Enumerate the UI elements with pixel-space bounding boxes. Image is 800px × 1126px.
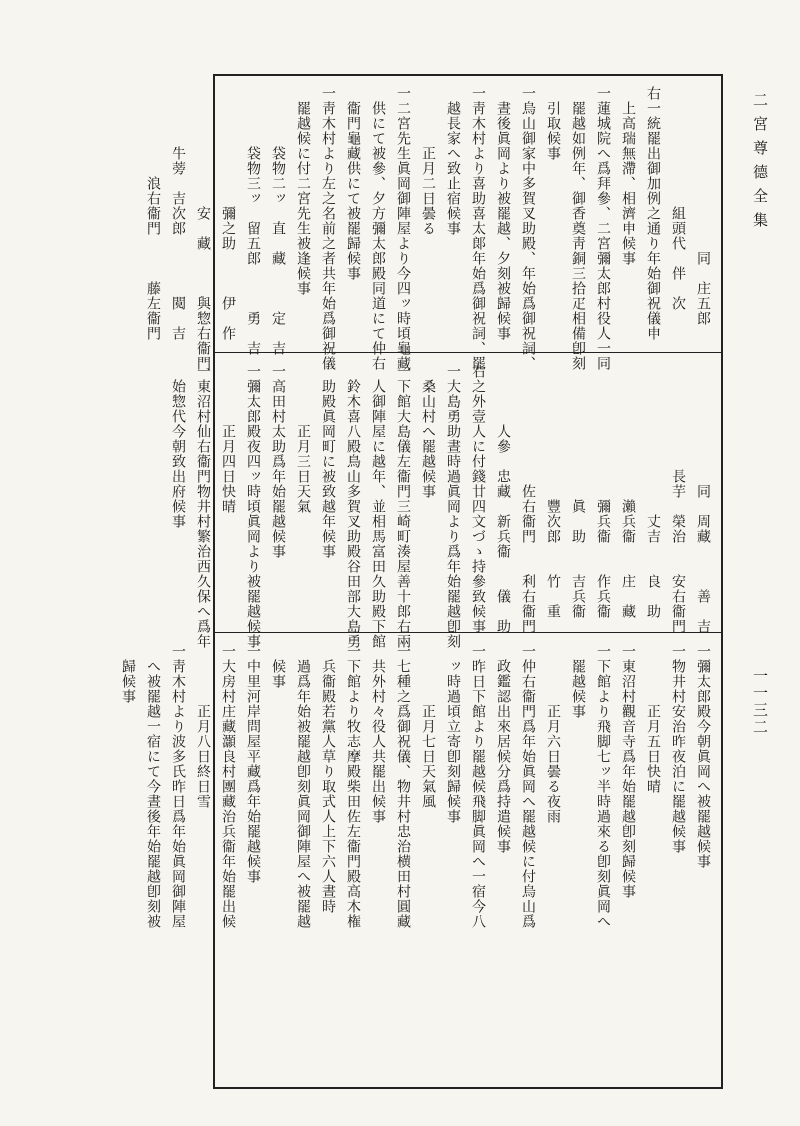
text-line: 一蓮城院へ爲拜參、二宮彌太郎村役人一同	[595, 86, 611, 371]
text-line: 牛蒡 吉次郎 䦧 吉	[170, 86, 186, 341]
text-line: 長芋 榮治 安右衞門	[670, 364, 686, 634]
text-line: ッ時過頃立寄卽刻歸候事	[445, 644, 461, 824]
text-line: 一靑木村より喜助喜太郞年始爲御祝詞、罷	[470, 86, 486, 371]
text-line: 豐次郎 竹 重	[545, 364, 561, 619]
text-line: 一物井村安治昨夜泊に罷越候事	[670, 644, 686, 854]
text-line: 一彌太郎殿今朝眞岡へ被罷越候事	[695, 644, 711, 869]
text-line: 越長家へ致止宿候事	[445, 86, 461, 236]
text-line: 一東沼村仙右衞門物井村繁治西久保へ爲年	[195, 364, 211, 649]
text-line: 一烏山御家中多賀叉助殿、年始爲御祝詞、	[520, 86, 536, 371]
text-line: 上高瑞無滯、相濟申候事	[620, 86, 636, 266]
text-line: 罷越候事	[570, 644, 586, 719]
text-line: 始惣代今朝致出府候事	[170, 364, 186, 529]
text-line: 瀨兵衞 庄 藏	[620, 364, 636, 619]
text-line: 衞門龜藏供にて被罷歸候事	[345, 86, 361, 281]
text-line: 過爲年始被罷越卽刻眞岡御陣屋へ被罷越	[295, 644, 311, 929]
text-line: 一彌太郎殿夜四ッ時頃眞岡より被罷越候事	[245, 364, 261, 649]
text-line: 右一統罷出御加例之通り年始御祝儀申	[645, 86, 661, 341]
text-line: 一靑木村より左之名前之者共年始爲御祝儀	[320, 86, 336, 371]
text-line: 兵衞殿若黨人草り取式人上下六人晝時	[320, 644, 336, 914]
section-divider	[215, 352, 721, 353]
text-line: 人御陣屋に越年、並相馬富田久助殿下館	[370, 364, 386, 649]
text-frame	[120, 74, 723, 1089]
text-section-bottom	[120, 634, 721, 1089]
text-line: 歸候事	[120, 644, 136, 704]
text-line: へ被罷越一宿にて今晝後年始罷越卽刻被	[145, 644, 161, 929]
text-line: 正月二日曇る	[420, 86, 436, 236]
text-line: 丈吉 良 助	[645, 364, 661, 619]
text-line: 安 藏 與惣右衞門	[195, 86, 211, 371]
text-line: 正月七日天氣風	[420, 644, 436, 809]
text-line: 正月六日曇る夜雨	[545, 644, 561, 824]
text-line: 晝後眞岡より被罷越、夕刻被歸候事	[495, 86, 511, 341]
text-line: 正月三日天氣	[295, 364, 311, 514]
text-line: 右之外壹人に付錢廿四文づゝ持參致候事	[470, 364, 486, 634]
text-line: 一靑木村より波多氏昨日爲年始眞岡御陣屋	[170, 644, 186, 929]
text-line: 正月五日快晴	[645, 644, 661, 794]
text-line: 一二宮先生眞岡御陣屋より今四ッ時頃龜藏	[395, 86, 411, 371]
text-line: 鈴木喜八殿鳥山多賀叉助殿谷田部大島勇	[345, 364, 361, 649]
text-line: 政鑑認出來居候分爲持遣候事	[495, 644, 511, 854]
text-line: 一高田村太助爲年始罷越候事	[270, 364, 286, 559]
text-line: 袋物三ッ 留五郎 勇 吉	[245, 86, 261, 356]
text-line: 一七種之爲御祝儀、物井村忠治横田村圓藏	[395, 644, 411, 929]
text-section-middle	[170, 354, 721, 649]
section-divider	[215, 632, 721, 633]
text-line: 一昨日下館より罷越候飛脚眞岡へ一宿今八	[470, 644, 486, 929]
text-line: 候事	[270, 644, 286, 689]
text-line: 佐右衞門 利右衞門	[520, 364, 536, 634]
text-line: 浪右衞門 藤左衞門	[145, 86, 161, 341]
text-line: 罷越如例年、御香奠靑銅三拾疋相備卽刻	[570, 86, 586, 371]
text-line: 一東沼村觀音寺爲年始罷越卽刻歸候事	[620, 644, 636, 899]
text-line: 正月八日終日雪	[195, 644, 211, 809]
text-line: 一大房村庄藏灝良村團藏治兵衞年始罷出候	[220, 644, 236, 929]
text-line: 同 周藏 善 吉	[695, 364, 711, 634]
text-line: 一中里河岸問屋平藏爲年始罷越候事	[245, 644, 261, 884]
text-line: 同 庄五郎	[695, 86, 711, 326]
text-line: 人參 忠藏 新兵衞 儀 助	[495, 364, 511, 634]
text-line: 彌之助 伊 作	[220, 86, 236, 341]
text-line: 共外村々役人共罷出候事	[370, 644, 386, 824]
text-line: 一仲右衞門爲年始眞岡へ罷越候に付烏山爲	[520, 644, 536, 929]
text-line: 一下館より牧志摩殿柴田佐左衞門殿高木権	[345, 644, 361, 929]
text-line: 眞 助 吉兵衞	[570, 364, 586, 619]
text-line: 袋物二ッ 直 藏 定 吉	[270, 86, 286, 356]
text-line: 一下館大島儀左衞門三崎町湊屋善十郎右兩	[395, 364, 411, 649]
page-number: 一一三二	[751, 668, 769, 736]
text-section-top	[145, 76, 721, 371]
text-line: 組頭代 伴 次	[670, 86, 686, 311]
text-line: 助殿眞岡町に被致越年候事	[320, 364, 336, 559]
running-title: 二宮尊德全集	[751, 92, 769, 236]
text-line: 供にて被參、夕方彌太郎殿同道にて仲右	[370, 86, 386, 371]
text-line: 引取候事	[545, 86, 561, 161]
text-line: 彌兵衞 作兵衞	[595, 364, 611, 619]
text-line: 一大島勇助晝時過眞岡より爲年始罷越卽刻	[445, 364, 461, 649]
text-line: 正月四日快晴	[220, 364, 236, 514]
text-line: 罷越候に付二宮先生被逢候事	[295, 86, 311, 296]
text-line: 桑山村へ罷越候事	[420, 364, 436, 499]
text-line: 一下館より飛脚七ッ半時過來る卽刻眞岡へ	[595, 644, 611, 929]
